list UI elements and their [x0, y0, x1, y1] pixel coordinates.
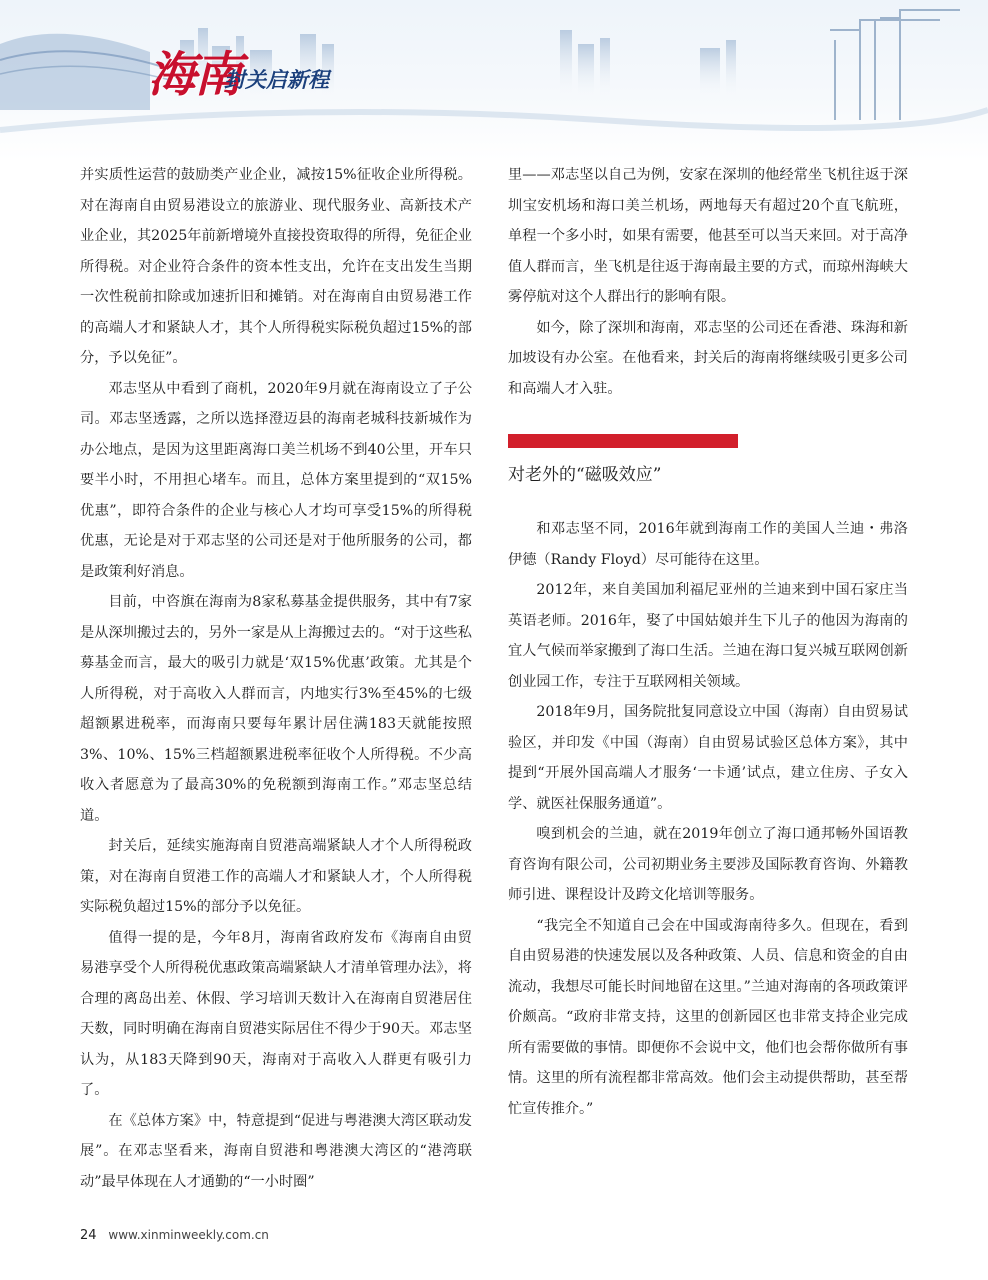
paragraph: 里——邓志坚以自己为例，安家在深圳的他经常坐飞机往返于深圳宝安机场和海口美兰机场，两地每天有超过20个直飞航班，单程一个多小时，如果有需要，他甚至可以当天来回。对于高净值人群而言，坐飞机是往返于海南最主要的方式，而琼州海峡大雾停航对这个人群出行的影响有限。 [508, 167, 908, 305]
paragraph: 嗅到机会的兰迪，就在2019年创立了海口通邦畅外国语教育咨询有限公司，公司初期业务主要涉及国际教育咨询、外籍教师引进、课程设计及跨文化培训等服务。 [508, 826, 908, 903]
paragraph: 邓志坚从中看到了商机，2020年9月就在海南设立了子公司。邓志坚透露，之所以选择澄迈县的海南老城科技新城作为办公地点，是因为这里距离海口美兰机场不到40公里，开车只要半小时，不用担心堵车。而且，总体方案里提到的“双15%优惠”，即符合条件的企业与核心人才均可享受15%的所得税优惠，无论是对于邓志坚的公司还是对于他所服务的公司，都是政策利好消息。 [80, 380, 472, 580]
page-footer [80, 1228, 269, 1243]
paragraph: “我完全不知道自己会在中国或海南待多久。但现在，看到自由贸易港的快速发展以及各种政策、人员、信息和资金的自由流动，我想尽可能长时间地留在这里。”兰迪对海南的各项政策评价颇高。“政府非常支持，这里的创新园区也非常支持企业完成所有需要做的事情。即便你不会说中文，他们也会帮你做所有事情。这里的所有流程都非常高效。他们会主动提供帮助，甚至帮忙宣传推介。” [508, 917, 908, 1117]
paragraph: 2012年，来自美国加利福尼亚州的兰迪来到中国石家庄当英语老师。2016年，娶了中国姑娘并生下儿子的他因为海南的宜人气候而举家搬到了海口生活。兰迪在海口复兴城互联网创新创业园工作，专注于互联网相关领域。 [508, 582, 908, 690]
paragraph: 如今，除了深圳和海南，邓志坚的公司还在香港、珠海和新加坡设有办公室。在他看来，封关后的海南将继续吸引更多公司和高端人才入驻。 [508, 319, 908, 397]
paragraph: 2018年9月，国务院批复同意设立中国（海南）自由贸易试验区，并印发《中国（海南）自由贸易试验区总体方案》，其中提到“开展外国高端人才服务‘一卡通’试点，建立住房、子女入学、就医社保服务通道”。 [508, 704, 908, 812]
paragraph: 目前，中咨旗在海南为8家私募基金提供服务，其中有7家是从深圳搬过去的，另外一家是从上海搬过去的。“对于这些私募基金而言，最大的吸引力就是‘双15%优惠’政策。尤其是个人所得税，对于高收入人群而言，内地实行3%至45%的七级超额累进税率，而海南只要每年累计居住满183天就能按照3%、10%、15%三档超额累进税率征收个人所得税。不少高收入者愿意为了最高30%的免税额到海南工作。”邓志坚总结道。 [80, 594, 472, 824]
left-column [80, 160, 472, 1197]
paragraph: 和邓志坚不同，2016年就到海南工作的美国人兰迪・弗洛伊德（Randy Floyd）尽可能待在这里。 [508, 521, 908, 568]
paragraph: 值得一提的是，今年8月，海南省政府发布《海南自由贸易港享受个人所得税优惠政策高端紧缺人才清单管理办法》，将合理的离岛出差、休假、学习培训天数计入在海南自贸港居住天数，同时明确在海南自贸港实际居住不得少于90天。邓志坚认为，从183天降到90天，海南对于高收入人群更有吸引力了。 [80, 929, 472, 1098]
right-column [508, 160, 908, 1124]
paragraph: 封关后，延续实施海南自贸港高端紧缺人才个人所得税政策，对在海南自贸港工作的高端人才和紧缺人才，个人所得税实际税负超过15%的部分予以免征。 [80, 838, 472, 915]
paragraph: 在《总体方案》中，特意提到“促进与粤港澳大湾区联动发展”。在邓志坚看来，海南自贸港和粤港澳大湾区的“港湾联动”最早体现在人才通勤的“一小时圈” [80, 1112, 472, 1190]
section-heading: 对老外的“磁吸效应” [508, 465, 662, 485]
brand-subtitle: 封关启新程 [224, 68, 329, 92]
paragraph: 并实质性运营的鼓励类产业企业，减按15%征收企业所得税。对在海南自由贸易港设立的旅游业、现代服务业、高新技术产业企业，其2025年前新增境外直接投资取得的所得，免征企业所得税。对企业符合条件的资本性支出，允许在支出发生当期一次性税前扣除或加速折旧和摊销。对在海南自由贸易港工作的高端人才和紧缺人才，其个人所得税实际税负超过15%的部分，予以免征”。 [80, 167, 472, 366]
header-banner [0, 0, 988, 160]
section-divider-bar [508, 434, 738, 448]
brand-title: 海南 [148, 47, 241, 103]
website-url[interactable]: www.xinminweekly.com.cn [108, 1228, 269, 1242]
page-number: 24 [80, 1228, 97, 1243]
